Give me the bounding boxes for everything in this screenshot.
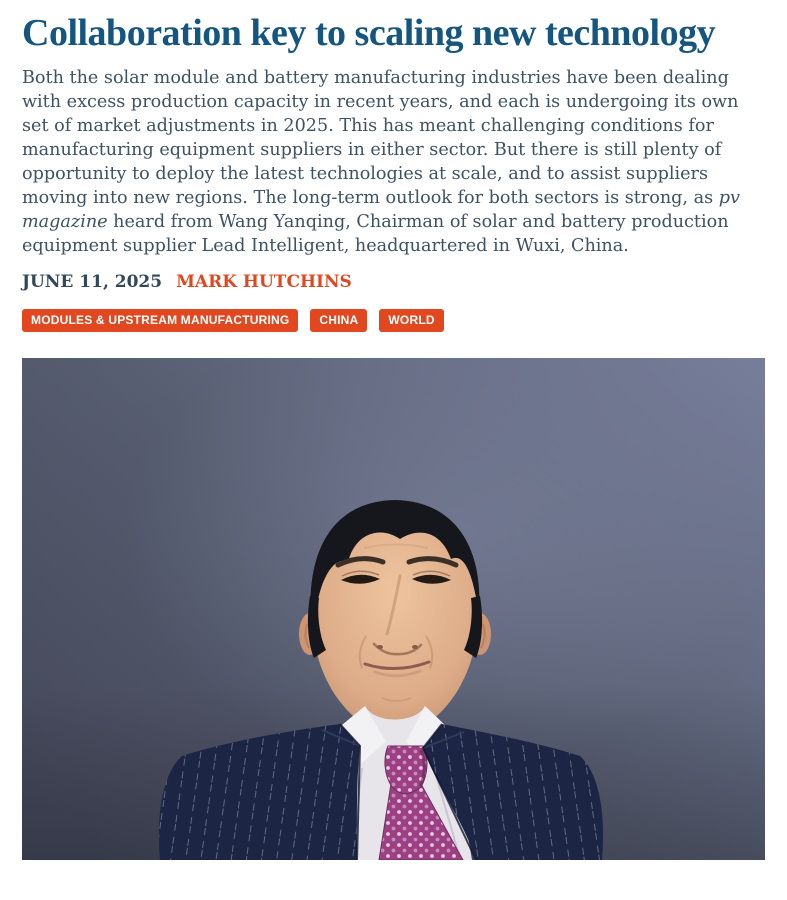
lead-text-post: heard from Wang Yanqing, Chairman of solar and battery production equipment supplier Lead Intelligent, headquartered in Wuxi, China. — [22, 212, 729, 257]
article-photo-portrait — [22, 358, 765, 860]
right-nostril — [412, 645, 418, 649]
tag-china[interactable]: CHINA — [310, 309, 367, 332]
lead-text-pre: Both the solar module and battery manufacturing industries have been dealing with excess production capacity in recent years, and each is undergoing its own set of market adjustments in 2025. This has meant challenging conditions for manufacturing equipment suppliers in either sector. But there is still plenty of opportunity to deploy the latest technologies at scale, and to assist suppliers moving into new regions. The long-term outlook for both sectors is strong, as — [22, 68, 739, 209]
left-nostril — [377, 645, 383, 649]
lead-brand-name: pv magazine — [22, 188, 740, 233]
article-meta — [22, 272, 765, 292]
tag-modules-upstream-manufacturing[interactable]: MODULES & UPSTREAM MANUFACTURING — [22, 309, 298, 332]
publish-date: JUNE 11, 2025 — [22, 272, 163, 293]
tag-world[interactable]: WORLD — [379, 309, 443, 332]
tag-list — [22, 309, 765, 332]
page-title: Collaboration key to scaling new technology — [22, 12, 716, 54]
article-lead-paragraph — [22, 66, 765, 258]
author-link[interactable]: MARK HUTCHINS — [176, 272, 352, 293]
portrait-illustration — [22, 358, 765, 860]
